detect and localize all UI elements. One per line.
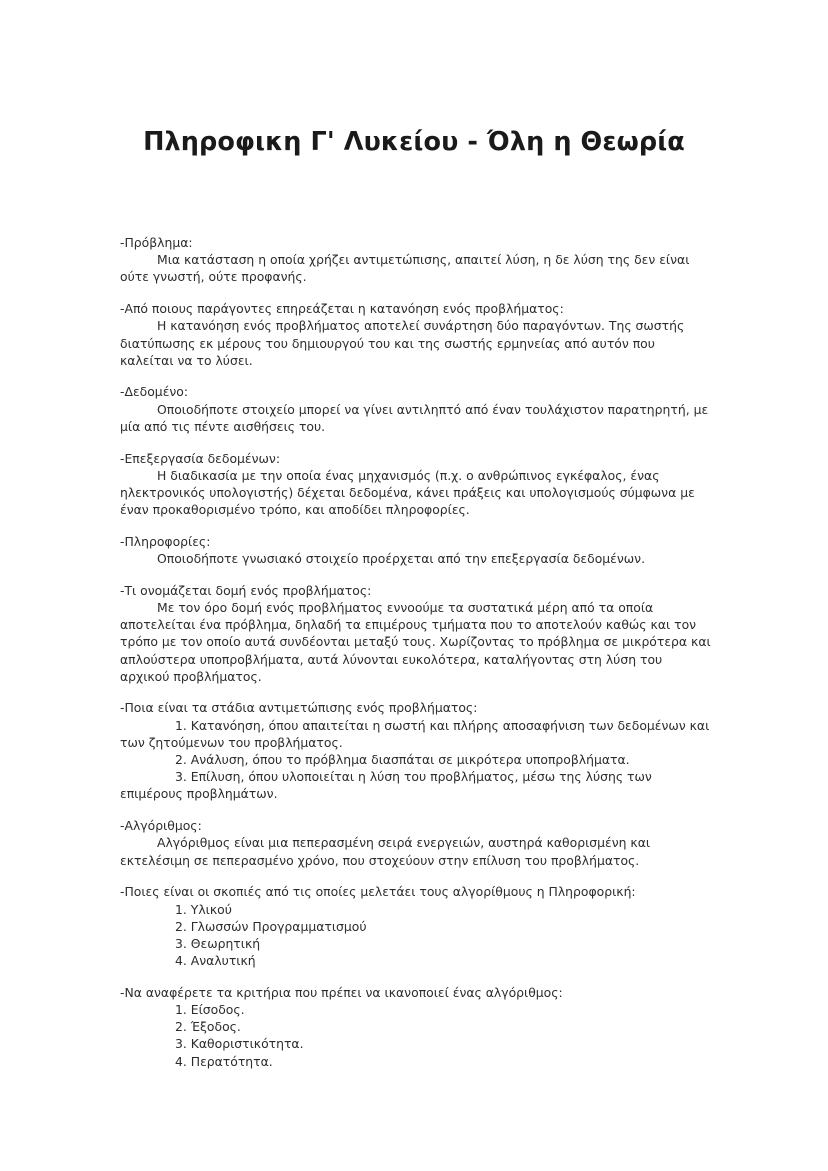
page-title: Πληροφικη Γ' Λυκείου - Όλη η Θεωρία xyxy=(143,127,685,157)
qa-answer: Μια κατάσταση η οποία χρήζει αντιμετώπισης, απαιτεί λύση, η δε λύση της δεν είναι ούτε γνωστή, ούτε προφανής. xyxy=(120,252,690,285)
qa-section xyxy=(120,582,712,685)
list-item: 3. Θεωρητική xyxy=(175,935,261,951)
qa-section xyxy=(120,699,712,802)
qa-heading: -Δεδομένο: xyxy=(120,384,189,400)
qa-list xyxy=(120,901,712,970)
list-item: 2. Ανάλυση, όπου το πρόβλημα διασπάται σε μικρότερα υποπροβλήματα. xyxy=(175,752,630,768)
qa-heading: -Να αναφέρετε τα κριτήρια που πρέπει να ικανοποιεί ένας αλγόριθμος: xyxy=(120,984,563,1000)
qa-answer: Οποιοδήποτε γνωσιακό στοιχείο προέρχεται από την επεξεργασία δεδομένων. xyxy=(157,551,646,567)
qa-section xyxy=(120,817,712,869)
qa-answer: Με τον όρο δομή ενός προβλήματος εννοούμε τα συστατικά μέρη από τα οποία αποτελείται ένα πρόβλημα, δηλαδή τα επιμέρους τμήματα που το αποτελούν καθώς και τον τρόπο με τον οποίο αυτά συνδέονται μεταξύ τους. Χωρίζοντας το πρόβλημα σε μικρότερα και απλούστερα υποπροβλήματα, αυτά λύνονται ευκολότερα, καταλήγοντας στη λύση του αρχικού προβλήματος. xyxy=(120,599,711,684)
list-item: 1. Είσοδος. xyxy=(175,1002,245,1018)
qa-answer: Η κατανόηση ενός προβλήματος αποτελεί συνάρτηση δύο παραγόντων. Της σωστής διατύπωσης εκ μέρους του δημιουργού του και της σωστής ερμηνείας από αυτόν που καλείται να το λύσει. xyxy=(120,318,685,368)
list-item: 2. Έξοδος. xyxy=(175,1019,241,1035)
qa-answer: Αλγόριθμος είναι μια πεπερασμένη σειρά ενεργειών, αυστηρά καθορισμένη και εκτελέσιμη σε πεπερασμένο χρόνο, που στοχεύουν στην επίλυση του προβλήματος. xyxy=(120,835,651,868)
qa-heading: -Αλγόριθμος: xyxy=(120,818,202,834)
list-item: 4. Περατότητα. xyxy=(175,1053,273,1069)
list-item: 1. Κατανόηση, όπου απαιτείται η σωστή και πλήρης αποσαφήνιση των δεδομένων και των ζητούμενων του προβλήματος. xyxy=(120,717,710,750)
qa-answer: Οποιοδήποτε στοιχείο μπορεί να γίνει αντιληπτό από έναν τουλάχιστον παρατηρητή, με μία από τις πέντε αισθήσεις του. xyxy=(120,401,709,434)
list-item: 1. Υλικού xyxy=(175,901,232,917)
list-item: 3. Καθοριστικότητα. xyxy=(175,1036,304,1052)
document-body xyxy=(120,234,712,1070)
qa-heading: -Από ποιους παράγοντες επηρεάζεται η κατανόηση ενός προβλήματος: xyxy=(120,301,564,317)
list-item: 2. Γλωσσών Προγραμματισμού xyxy=(175,918,367,934)
qa-heading: -Τι ονομάζεται δομή ενός προβλήματος: xyxy=(120,582,372,598)
qa-list xyxy=(120,1001,712,1070)
qa-heading: -Ποια είναι τα στάδια αντιμετώπισης ενός προβλήματος: xyxy=(120,700,478,716)
qa-heading: -Επεξεργασία δεδομένων: xyxy=(120,450,280,466)
list-item: 4. Αναλυτική xyxy=(175,953,256,969)
qa-section xyxy=(120,300,712,369)
qa-heading: -Πρόβλημα: xyxy=(120,235,193,250)
qa-heading: -Ποιες είναι οι σκοπιές από τις οποίες μελετάει τους αλγορίθμους η Πληροφορική: xyxy=(120,884,636,900)
qa-section xyxy=(120,533,712,567)
qa-section xyxy=(120,984,712,1070)
qa-section xyxy=(120,383,712,435)
qa-section xyxy=(120,234,712,286)
qa-section xyxy=(120,450,712,519)
qa-answer: Η διαδικασία με την οποία ένας μηχανισμός (π.χ. ο ανθρώπινος εγκέφαλος, ένας ηλεκτρονικός υπολογιστής) δέχεται δεδομένα, κάνει πράξεις και υπολογισμούς σύμφωνα με έναν προκαθορισμένο τρόπο, και αποδίδει πληροφορίες. xyxy=(120,467,695,518)
qa-heading: -Πληροφορίες: xyxy=(120,533,211,549)
qa-list xyxy=(120,717,712,803)
list-item: 3. Επίλυση, όπου υλοποιείται η λύση του προβλήματος, μέσω της λύσης των επιμέρους προβλημάτων. xyxy=(120,769,652,802)
qa-section xyxy=(120,883,712,969)
